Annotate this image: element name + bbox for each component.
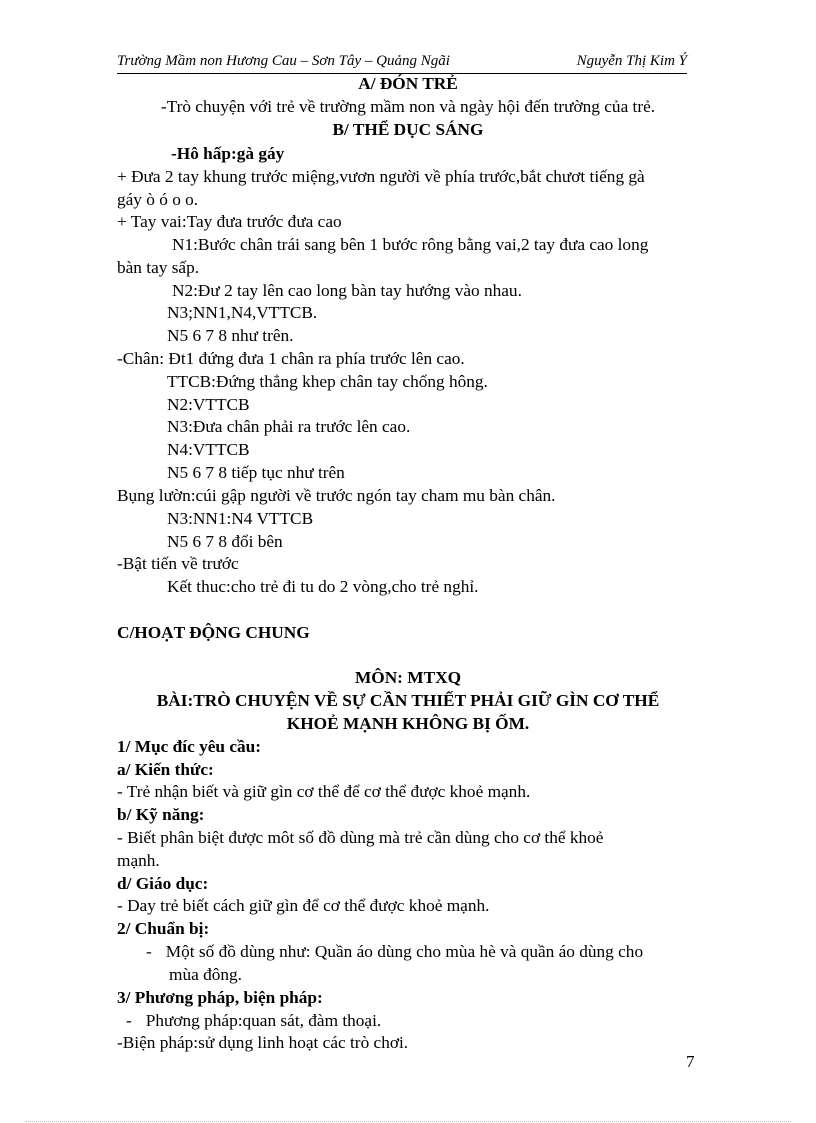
header-school: Trường Mầm non Hương Cau – Sơn Tây – Quảng Ngãi: [117, 53, 450, 69]
text-line: mạnh.: [117, 851, 160, 870]
text-line: N1:Bước chân trái sang bên 1 bước rông bằng vai,2 tay đưa cao long: [172, 235, 649, 254]
text-line: N2:Đư 2 tay lên cao long bàn tay hướng vào nhau.: [172, 281, 522, 300]
text-line: + Đưa 2 tay khung trước miệng,vươn người về phía trước,bắt chươt tiếng gà: [117, 167, 645, 186]
preparation-heading: 2/ Chuẩn bị:: [117, 919, 210, 938]
bullet-line: [0, 1010, 816, 1032]
bullet-dash: -: [126, 1011, 132, 1030]
education-heading: d/ Giáo dục:: [117, 874, 209, 893]
section-b-title: B/ THỂ DỤC SÁNG: [332, 120, 484, 139]
text-line: gáy ò ó o o.: [117, 190, 199, 209]
text-line: -Bật tiến về trước: [117, 554, 239, 573]
text-line: -Biện pháp:sử dụng linh hoạt các trò chơi.: [117, 1033, 409, 1052]
goal-heading: 1/ Mục đíc yêu cầu:: [117, 737, 261, 756]
section-a-text: -Trò chuyện với trẻ về trường mầm non và ngày hội đến trường của trẻ.: [160, 97, 656, 116]
running-header: [117, 53, 687, 74]
subject-title: MÔN: MTXQ: [354, 668, 462, 687]
lesson-title-line-2: KHOẺ MẠNH KHÔNG BỊ ỐM.: [286, 714, 530, 733]
text-line: Một số đồ dùng như: Quần áo dùng cho mùa hè và quần áo dùng cho: [165, 942, 644, 961]
text-line: N3:NN1:N4 VTTCB: [167, 509, 314, 528]
lesson-title-line-1: BÀI:TRÒ CHUYỆN VỀ SỰ CẦN THIẾT PHẢI GIỮ GÌN CƠ THỂ: [156, 691, 660, 710]
page-bottom-border: [25, 1121, 791, 1122]
text-line: N4:VTTCB: [167, 440, 250, 459]
text-line: bàn tay sấp.: [117, 258, 200, 277]
page-number: 7: [686, 1052, 695, 1071]
text-line: - Day trẻ biết cách giữ gìn để cơ thể được khoẻ mạnh.: [117, 896, 490, 915]
knowledge-heading: a/ Kiến thức:: [117, 760, 214, 779]
text-line: - Trẻ nhận biết và giữ gìn cơ thể để cơ thể được khoẻ mạnh.: [117, 782, 531, 801]
text-line: N2:VTTCB: [167, 395, 250, 414]
text-line: TTCB:Đứng thẳng khep chân tay chống hông.: [167, 372, 488, 391]
text-line: Phương pháp:quan sát, đàm thoại.: [145, 1011, 382, 1030]
text-line: - Biết phân biệt được môt số đồ dùng mà trẻ cần dùng cho cơ thể khoẻ: [117, 828, 604, 847]
skill-heading: b/ Kỹ năng:: [117, 805, 205, 824]
text-line: N5 6 7 8 đổi bên: [167, 532, 283, 551]
breathing-exercise: -Hô hấp:gà gáy: [171, 144, 285, 163]
text-line: N5 6 7 8 như trên.: [167, 326, 294, 345]
section-a-title: A/ ĐÓN TRẺ: [358, 74, 458, 93]
section-c-title: C/HOẠT ĐỘNG CHUNG: [117, 623, 310, 642]
text-line: Kết thuc:cho trẻ đi tu do 2 vòng,cho trẻ nghỉ.: [167, 577, 479, 596]
text-line: -Chân: Đt1 đứng đưa 1 chân ra phía trước lên cao.: [117, 349, 465, 368]
text-line: N5 6 7 8 tiếp tục như trên: [167, 463, 345, 482]
bullet-line: [0, 941, 816, 963]
text-line: mùa đông.: [169, 965, 242, 984]
bullet-dash: -: [146, 942, 152, 961]
text-line: Bụng lườn:cúi gập người về trước ngón tay cham mu bàn chân.: [117, 486, 556, 505]
method-heading: 3/ Phương pháp, biện pháp:: [117, 988, 323, 1007]
header-author: Nguyễn Thị Kim Ý: [576, 53, 687, 69]
text-line: N3;NN1,N4,VTTCB.: [167, 303, 318, 322]
text-line: + Tay vai:Tay đưa trước đưa cao: [117, 212, 342, 231]
text-line: N3:Đưa chân phải ra trước lên cao.: [167, 417, 411, 436]
